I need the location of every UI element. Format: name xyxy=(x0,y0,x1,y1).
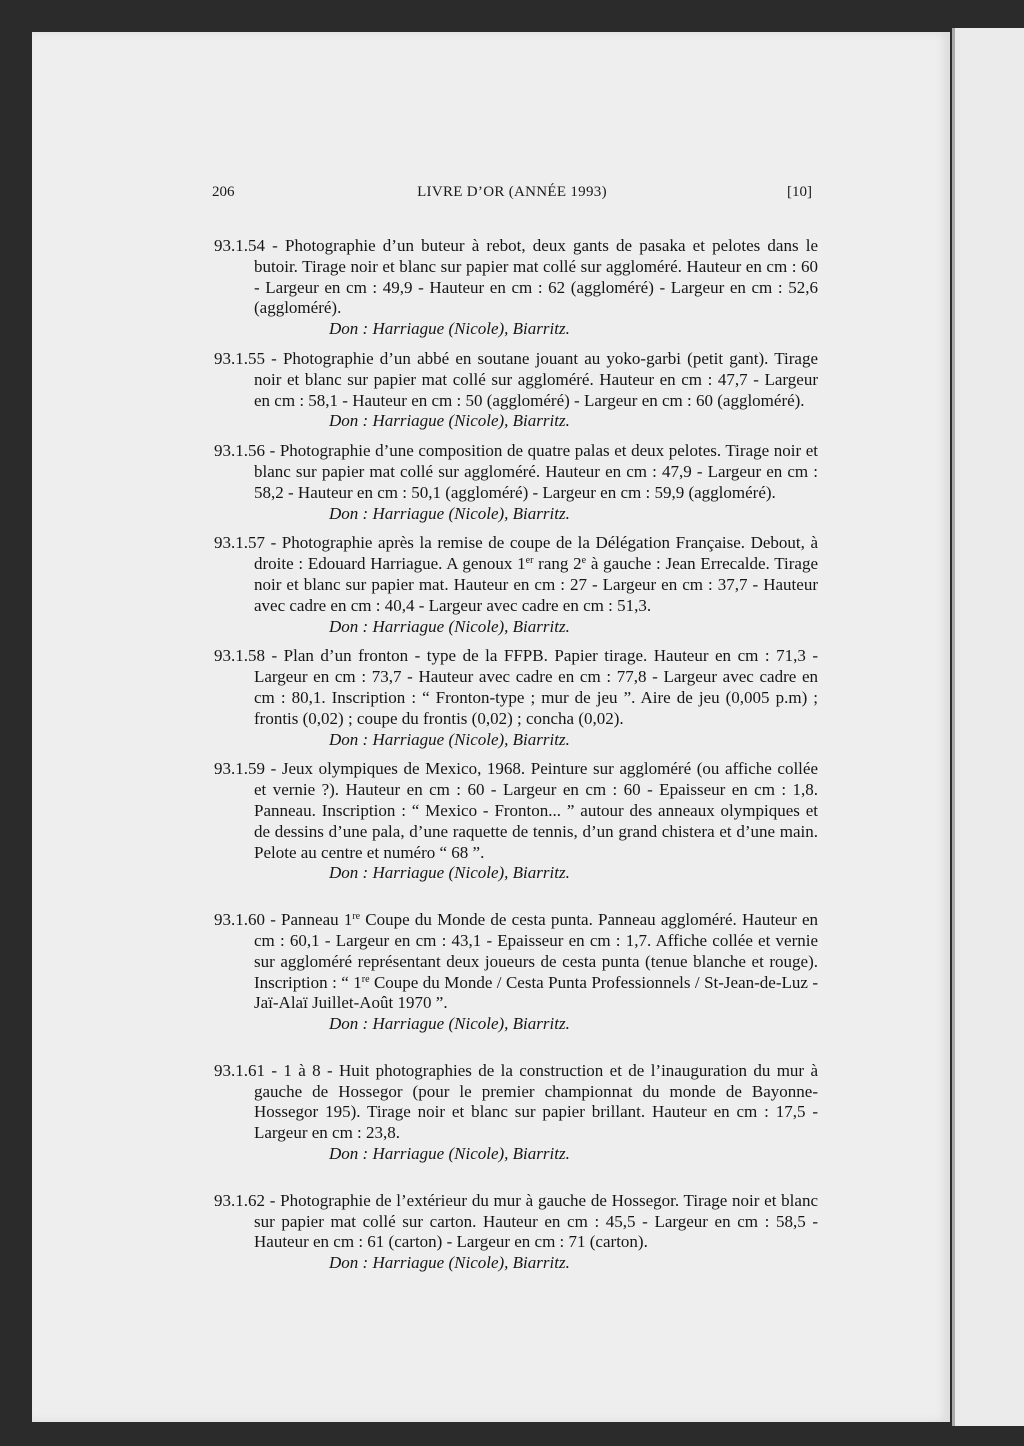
donor-line: Don : Harriague (Nicole), Biarritz. xyxy=(329,319,570,339)
donor-line: Don : Harriague (Nicole), Biarritz. xyxy=(329,863,570,883)
page-header xyxy=(212,184,812,208)
donor-line: Don : Harriague (Nicole), Biarritz. xyxy=(329,503,570,523)
entry-text: 93.1.57 - Photographie après la remise de coupe de la Délégation Française. Debout, à droite : Edouard Harriague. A genoux 1er rang 2e à gauche : Jean Errecalde. Tirage noir et blanc sur papier mat. Hauteur en cm : 27 - Largeur en cm : 37,7 - Hauteur avec cadre en cm : 40,4 - Largeur avec cadre en cm : 51,3. xyxy=(214,533,818,615)
entry-93-1-59 xyxy=(214,759,818,884)
page-number: 206 xyxy=(212,184,235,200)
facing-page-edge xyxy=(952,28,1024,1426)
entry-93-1-58 xyxy=(214,646,818,750)
donor-line: Don : Harriague (Nicole), Biarritz. xyxy=(329,411,570,431)
entry-93-1-62 xyxy=(214,1191,818,1274)
entry-93-1-55 xyxy=(214,349,818,432)
entry-93-1-57 xyxy=(214,533,818,637)
entry-text: 93.1.55 - Photographie d’un abbé en soutane jouant au yoko-garbi (petit gant). Tirage noir et blanc sur papier mat collé sur aggloméré. Hauteur en cm : 47,7 - Largeur en cm : 58,1 - Hauteur en cm : 50 (aggloméré) - Largeur en cm : 60 (aggloméré). xyxy=(214,348,818,410)
donor-line: Don : Harriague (Nicole), Biarritz. xyxy=(329,616,570,636)
catalog-entries xyxy=(214,236,818,1283)
donor-line: Don : Harriague (Nicole), Biarritz. xyxy=(329,1253,570,1273)
entry-text: 93.1.58 - Plan d’un fronton - type de la FFPB. Papier tirage. Hauteur en cm : 71,3 - Largeur en cm : 73,7 - Hauteur avec cadre en cm : 77,8 - Largeur avec cadre en cm : 80,1. Inscription : “ Fronton-type ; mur de jeu ”. Aire de jeu (0,005 p.m) ; frontis (0,02) ; coupe du frontis (0,02) ; concha (0,02). xyxy=(214,646,818,728)
entry-93-1-54 xyxy=(214,236,818,340)
entry-text: 93.1.56 - Photographie d’une composition de quatre palas et deux pelotes. Tirage noir et blanc sur papier mat collé sur aggloméré. Hauteur en cm : 47,9 - Largeur en cm : 58,2 - Hauteur en cm : 50,1 (aggloméré) - Largeur en cm : 59,9 (aggloméré). xyxy=(214,441,818,502)
entry-text: 93.1.62 - Photographie de l’extérieur du mur à gauche de Hossegor. Tirage noir et blanc sur papier mat collé sur carton. Hauteur en cm : 45,5 - Largeur en cm : 58,5 - Hauteur en cm : 61 (carton) - Largeur en cm : 71 (carton). xyxy=(214,1190,818,1252)
entry-text: 93.1.54 - Photographie d’un buteur à rebot, deux gants de pasaka et pelotes dans le butoir. Tirage noir et blanc sur papier mat collé sur aggloméré. Hauteur en cm : 60 - Largeur en cm : 49,9 - Hauteur en cm : 62 (aggloméré) - Largeur en cm : 52,6 (aggloméré). xyxy=(214,236,818,318)
donor-line: Don : Harriague (Nicole), Biarritz. xyxy=(329,1144,570,1164)
entry-93-1-56 xyxy=(214,441,818,524)
entry-text: 93.1.60 - Panneau 1re Coupe du Monde de cesta punta. Panneau aggloméré. Hauteur en cm : 60,1 - Largeur en cm : 43,1 - Epaisseur en cm : 1,7. Affiche collée et vernie sur aggloméré représentant deux joueurs de cesta punta (tenue blanche et rouge). Inscription : “ 1re Coupe du Monde / Cesta Punta Professionnels / St-Jean-de-Luz - Jaï-Alaï Juillet-Août 1970 ”. xyxy=(214,910,819,1013)
donor-line: Don : Harriague (Nicole), Biarritz. xyxy=(329,729,570,749)
entry-text: 93.1.61 - 1 à 8 - Huit photographies de la construction et de l’inauguration du mur à gauche de Hossegor (pour le premier championnat du monde de Bayonne-Hossegor 195). Tirage noir et blanc sur papier brillant. Hauteur en cm : 17,5 - Largeur en cm : 23,8. xyxy=(214,1060,818,1143)
section-number: [10] xyxy=(787,184,812,200)
running-title: LIVRE D’OR (ANNÉE 1993) xyxy=(417,184,607,200)
entry-93-1-61 xyxy=(214,1061,818,1165)
donor-line: Don : Harriague (Nicole), Biarritz. xyxy=(329,1014,570,1034)
entry-93-1-60 xyxy=(214,910,818,1035)
entry-text: 93.1.59 - Jeux olympiques de Mexico, 1968. Peinture sur aggloméré (ou affiche collée et vernie ?). Hauteur en cm : 60 - Largeur en cm : 60 - Epaisseur en cm : 1,8. Panneau. Inscription : “ Mexico - Fronton... ” autour des anneaux olympiques et de dessins d’une pala, d’une raquette de tennis, d’un grand chistera et d’une main. Pelote au centre et numéro “ 68 ”. xyxy=(214,759,818,862)
